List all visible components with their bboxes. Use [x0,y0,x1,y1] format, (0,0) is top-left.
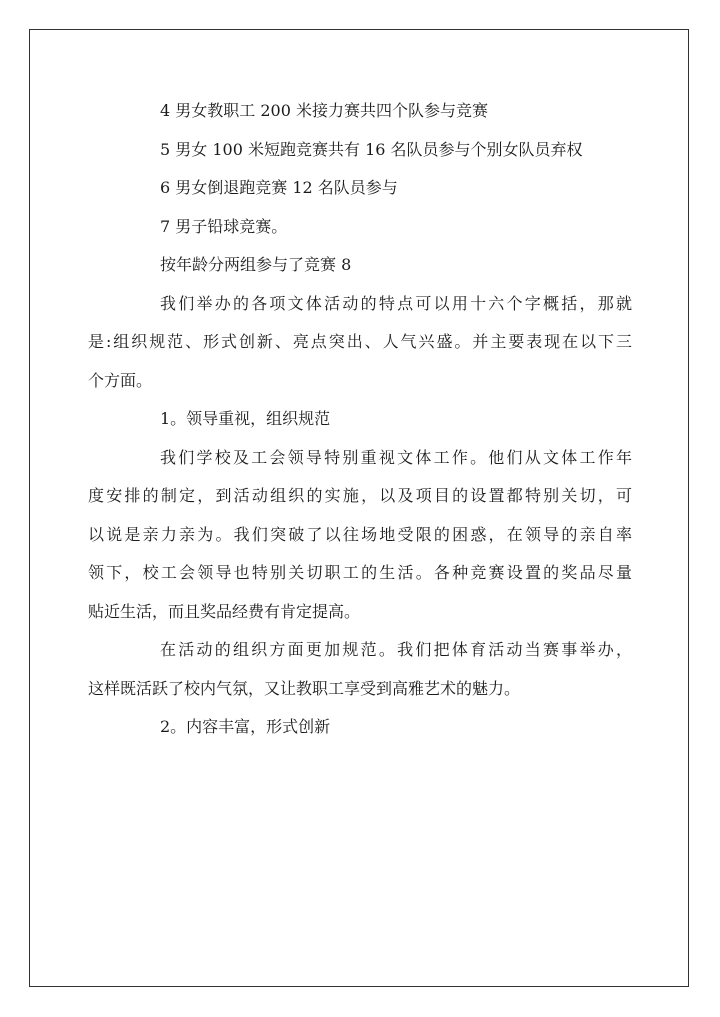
section-heading: 2。内容丰富，形式创新 [160,717,331,736]
text-line: 度安排的制定，到活动组织的实施，以及项目的设置都特别关切，可 [88,486,632,505]
text-line: 是:组织规范、形式创新、亮点突出、人气兴盛。并主要表现在以下三 [88,332,632,351]
section-heading: 1。领导重视，组织规范 [160,409,331,428]
text-line: 5 男女 100 米短跑竞赛共有 16 名队员参与个别女队员弃权 [160,139,583,159]
text-line: 以说是亲力亲为。我们突破了以往场地受限的困惑，在领导的亲自率 [88,524,632,544]
text-line: 这样既活跃了校内气氛，又让教职工享受到高雅艺术的魅力。 [88,678,521,698]
text-line: 按年龄分两组参与了竞赛 8 [160,255,352,274]
text-line: 我们学校及工会领导特别重视文体工作。他们从文体工作年 [160,447,632,467]
text-line: 在活动的组织方面更加规范。我们把体育活动当赛事举办， [160,640,632,659]
document-body [88,92,632,747]
text-line: 6 男女倒退跑竞赛 12 名队员参与 [160,178,398,197]
text-line: 贴近生活，而且奖品经费有肯定提高。 [88,601,361,621]
text-line: 我们举办的各项文体活动的特点可以用十六个字概括，那就 [160,293,632,313]
text-line: 4 男女教职工 200 米接力赛共四个队参与竞赛 [160,101,488,120]
text-line: 领下，校工会领导也特别关切职工的生活。各种竞赛设置的奖品尽量 [88,563,632,582]
text-line: 个方面。 [88,370,153,390]
text-line: 7 男子铅球竞赛。 [160,216,288,236]
